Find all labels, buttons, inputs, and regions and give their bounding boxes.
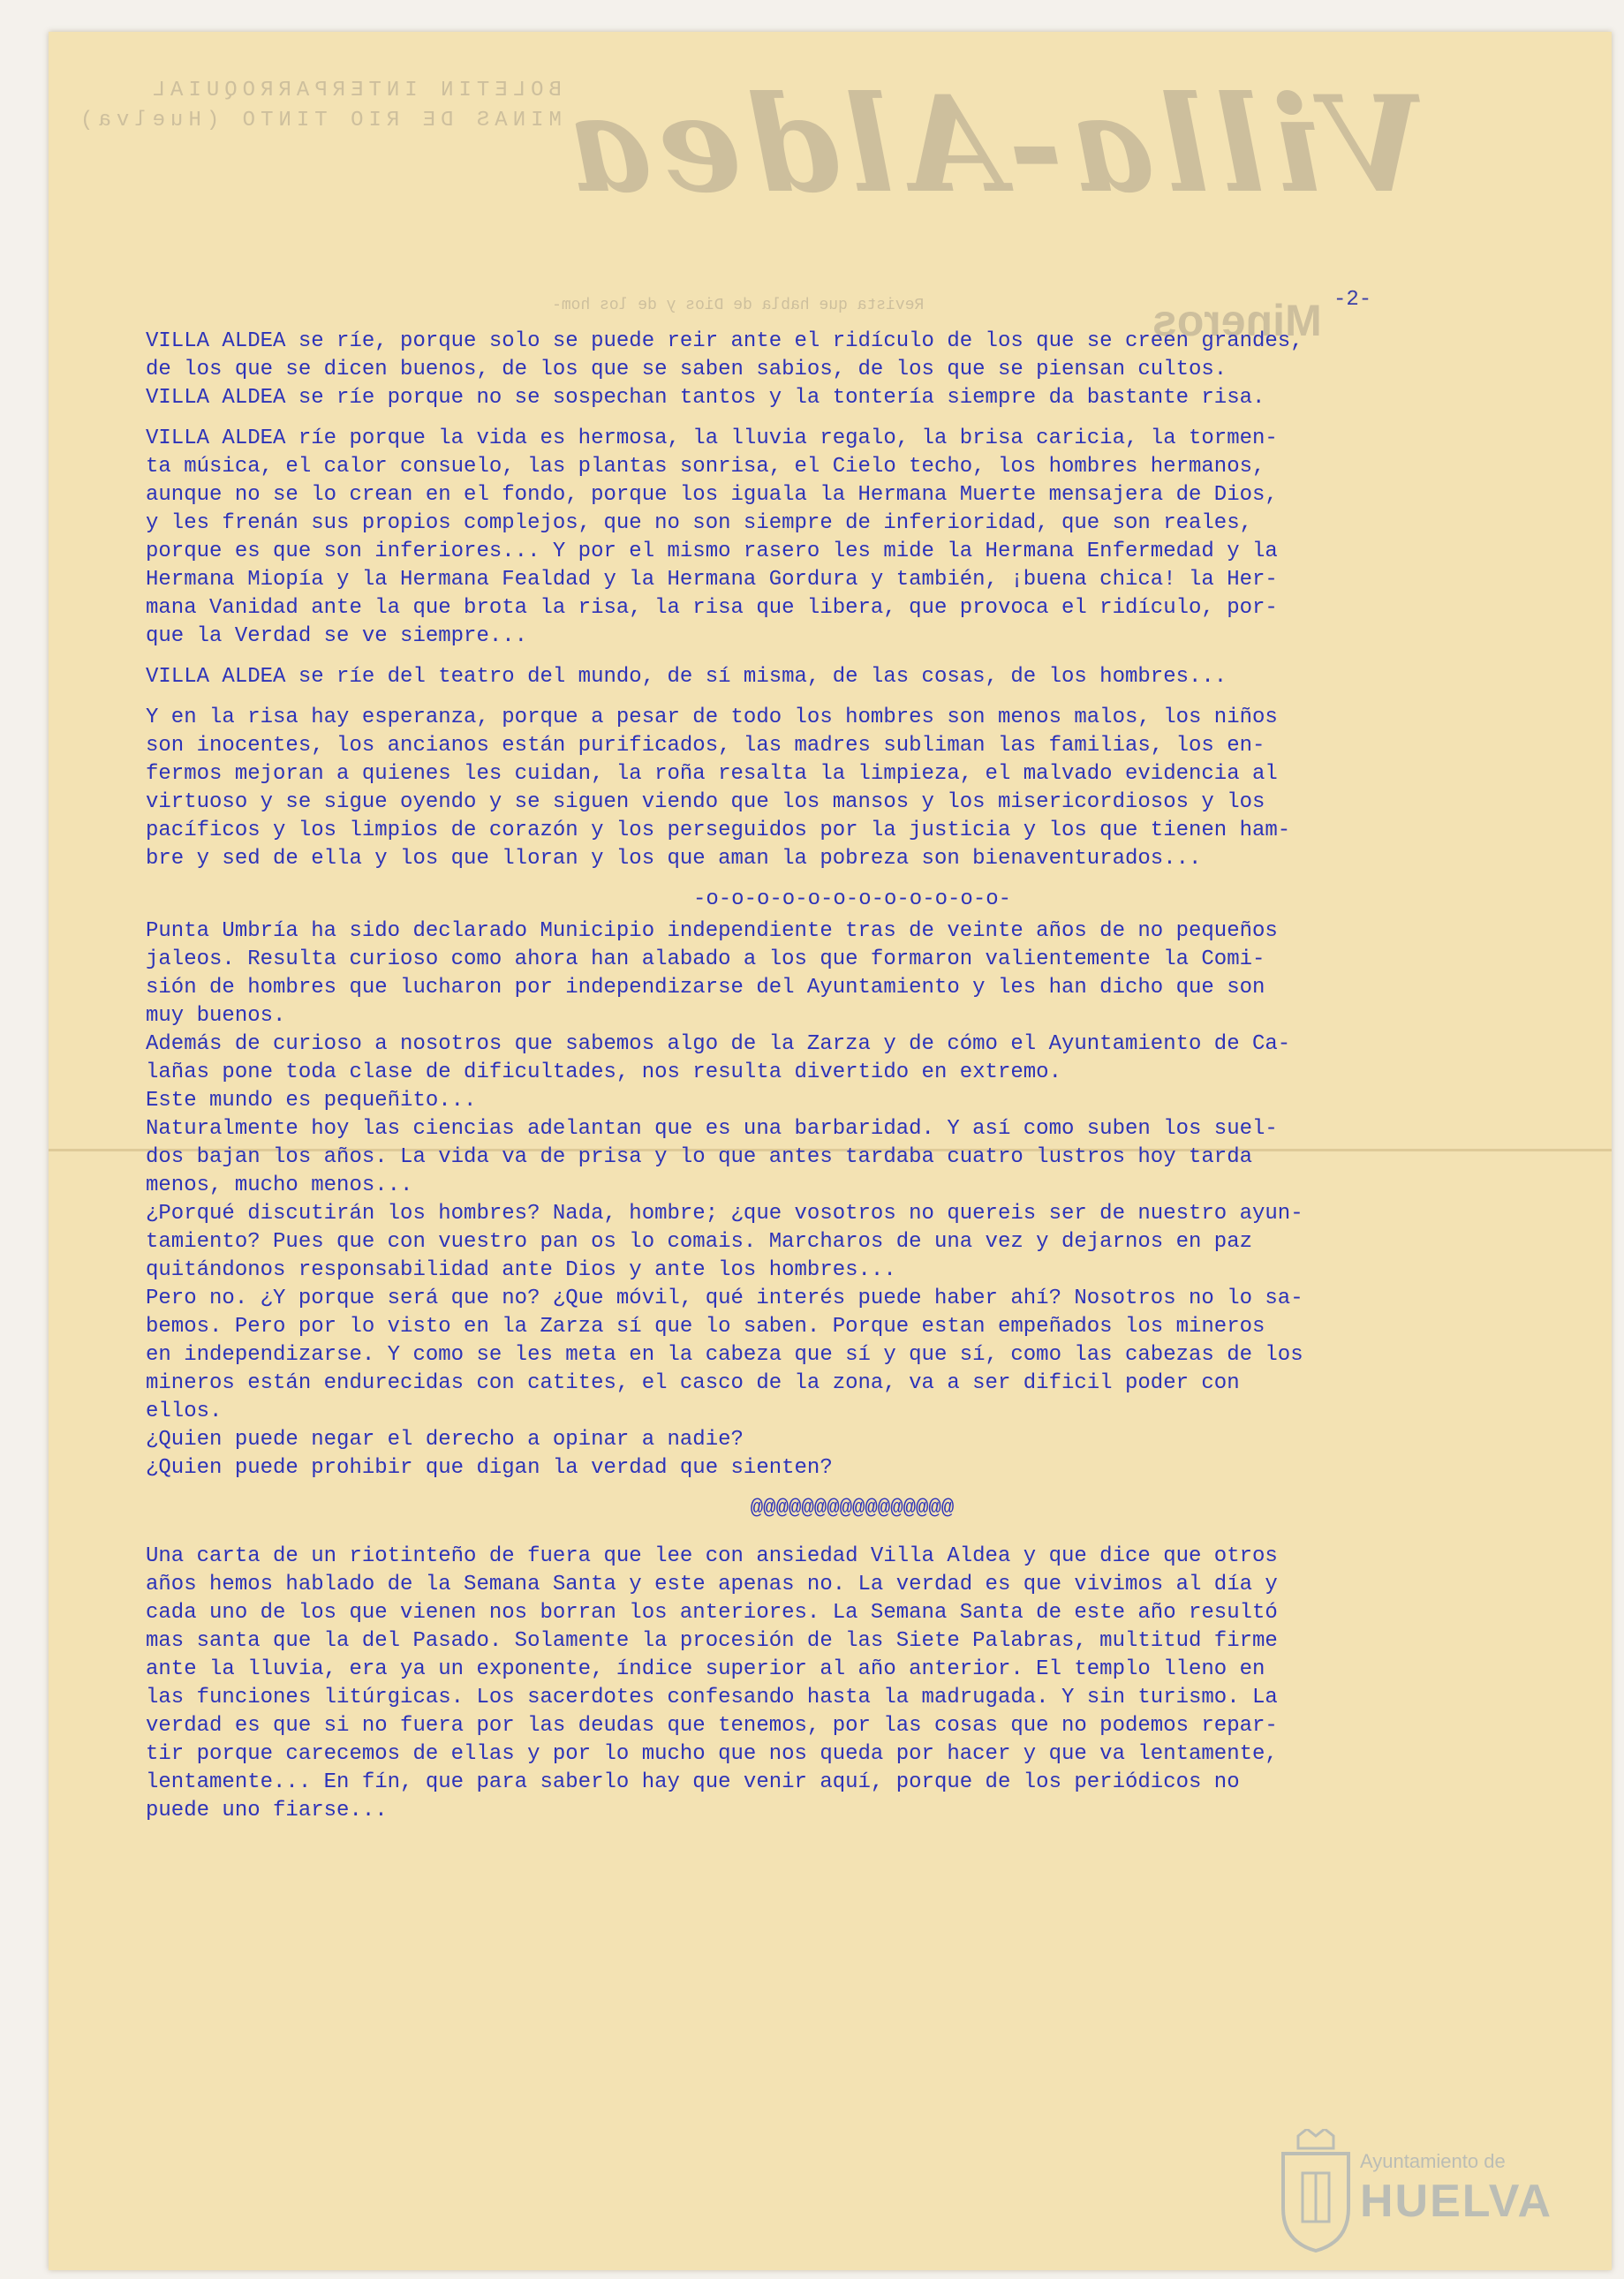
- document-page: [49, 32, 1612, 2270]
- text-line: son inocentes, los ancianos están purificados, las madres subliman las familias, los en-: [146, 734, 1265, 758]
- watermark-city: HUELVA: [1360, 2176, 1553, 2227]
- text-line: jaleos. Resulta curioso como ahora han alabado a los que formaron valientemente la Comi-: [146, 947, 1265, 971]
- watermark-label: Ayuntamiento de: [1360, 2150, 1506, 2172]
- text-line: mana Vanidad ante la que brota la risa, la risa que libera, que provoca el ridículo, por-: [146, 596, 1278, 620]
- text-line: puede uno fiarse...: [146, 1799, 388, 1822]
- paragraph: [146, 663, 1559, 691]
- text-line: VILLA ALDEA se ríe porque no se sospechan tantos y la tontería siempre da bastante risa.: [146, 386, 1265, 410]
- text-line: Naturalmente hoy las ciencias adelantan que es una barbaridad. Y así como suben los suel-: [146, 1117, 1278, 1141]
- text-line: Este mundo es pequeñito...: [146, 1089, 477, 1113]
- text-line: tir porque carecemos de ellas y por lo mucho que nos queda por hacer y que va lentamente,: [146, 1742, 1278, 1766]
- text-line: ¿Quien puede negar el derecho a opinar a nadie?: [146, 1428, 744, 1452]
- crest-icon: [1276, 2129, 1356, 2253]
- divider-dashes: -o-o-o-o-o-o-o-o-o-o-o-o-: [692, 887, 1012, 911]
- text-line: Punta Umbría ha sido declarado Municipio independiente tras de veinte años de no pequeños: [146, 919, 1278, 943]
- text-line: virtuoso y se sigue oyendo y se siguen viendo que los mansos y los misericordiosos y los: [146, 790, 1265, 814]
- text-line: Hermana Miopía y la Hermana Fealdad y la Hermana Gordura y también, ¡buena chica! la Her-: [146, 568, 1278, 592]
- text-line: ¿Porqué discutirán los hombres? Nada, hombre; ¿que vosotros no quereis ser de nuestro ayun-: [146, 1202, 1303, 1226]
- text-line: quitándonos responsabilidad ante Dios y ante los hombres...: [146, 1258, 896, 1282]
- bleed-through-header: [75, 76, 562, 136]
- huelva-watermark: [1276, 2129, 1576, 2253]
- text-line: Además de curioso a nosotros que sabemos algo de la Zarza y de cómo el Ayuntamiento de Ca-: [146, 1032, 1291, 1056]
- bleed-through-masthead: [561, 67, 1427, 223]
- text-line: y les frenán sus propios complejos, que no son siempre de inferioridad, que son reales,: [146, 511, 1253, 535]
- text-line: fermos mejoran a quienes les cuidan, la roña resalta la limpieza, el malvado evidencia al: [146, 762, 1278, 786]
- text-line: Pero no. ¿Y porque será que no? ¿Que móvil, qué interés puede haber ahí? Nosotros no lo sa-: [146, 1287, 1303, 1310]
- text-line: años hemos hablado de la Semana Santa y este apenas no. La verdad es que vivimos al día y: [146, 1573, 1278, 1596]
- page-number: -2-: [1333, 288, 1372, 312]
- paragraph: [146, 328, 1559, 412]
- bleed-header-line1: BOLETIN INTERPARROQUIAL: [147, 79, 562, 102]
- section-semana-santa: [146, 1543, 1559, 1825]
- bleed-subtitle: Revista que habla de Dios y de los hom-: [552, 297, 925, 314]
- text-line: dos bajan los años. La vida va de prisa y lo que antes tardaba cuatro lustros hoy tarda: [146, 1145, 1253, 1169]
- text-line: pacíficos y los limpios de corazón y los perseguidos por la justicia y los que tienen ham-: [146, 819, 1291, 842]
- text-line: Y en la risa hay esperanza, porque a pesar de todo los hombres son menos malos, los niños: [146, 706, 1278, 729]
- text-line: mas santa que la del Pasado. Solamente la procesión de las Siete Palabras, multitud firme: [146, 1629, 1278, 1653]
- text-line: ante la lluvia, era ya un exponente, índice superior al año anterior. El templo lleno en: [146, 1657, 1265, 1681]
- text-line: sión de hombres que lucharon por independizarse del Ayuntamiento y les han dicho que son: [146, 976, 1265, 1000]
- text-line: que la Verdad se ve siempre...: [146, 624, 528, 648]
- paragraph: [146, 704, 1559, 873]
- bleed-header-line2: MINAS DE RIO TINTO (Huelva): [75, 109, 562, 132]
- text-line: las funciones litúrgicas. Los sacerdotes confesando hasta la madrugada. Y sin turismo. La: [146, 1686, 1278, 1709]
- text-line: verdad es que si no fuera por las deudas que tenemos, por las cosas que no podemos repar-: [146, 1714, 1278, 1738]
- section-villa-aldea: [146, 328, 1559, 873]
- text-line: bre y sed de ella y los que lloran y los que aman la pobreza son bienaventurados...: [146, 847, 1202, 871]
- text-line: porque es que son inferiores... Y por el mismo rasero les mide la Hermana Enfermedad y la: [146, 540, 1278, 563]
- text-line: VILLA ALDEA se ríe, porque solo se puede reir ante el ridículo de los que se creen grandes,: [146, 329, 1303, 353]
- paragraph: [146, 425, 1559, 651]
- text-line: lañas pone toda clase de dificultades, nos resulta divertido en extremo.: [146, 1060, 1061, 1084]
- section-punta-umbria: [146, 917, 1559, 1483]
- body-text: [146, 328, 1559, 1838]
- divider-at-signs: @@@@@@@@@@@@@@@@: [750, 1497, 955, 1521]
- text-line: ta música, el calor consuelo, las plantas sonrisa, el Cielo techo, los hombres hermanos,: [146, 455, 1265, 479]
- text-line: VILLA ALDEA ríe porque la vida es hermosa, la lluvia regalo, la brisa caricia, la tormen-: [146, 426, 1278, 450]
- text-line: Una carta de un riotinteño de fuera que lee con ansiedad Villa Aldea y que dice que otros: [146, 1544, 1278, 1568]
- text-line: tamiento? Pues que con vuestro pan os lo comais. Marcharos de una vez y dejarnos en paz: [146, 1230, 1253, 1254]
- text-line: de los que se dicen buenos, de los que se saben sabios, de los que se piensan cultos.: [146, 358, 1227, 381]
- text-line: menos, mucho menos...: [146, 1173, 413, 1197]
- text-line: ¿Quien puede prohibir que digan la verdad que sienten?: [146, 1456, 833, 1480]
- text-line: VILLA ALDEA se ríe del teatro del mundo, de sí misma, de las cosas, de los hombres...: [146, 665, 1227, 689]
- text-line: ellos.: [146, 1400, 223, 1423]
- text-line: en independizarse. Y como se les meta en la cabeza que sí y que sí, como las cabezas de los: [146, 1343, 1303, 1367]
- text-line: lentamente... En fín, que para saberlo hay que venir aquí, porque de los periódicos no: [146, 1770, 1240, 1794]
- text-line: cada uno de los que vienen nos borran los anteriores. La Semana Santa de este año resultó: [146, 1601, 1278, 1625]
- bleed-masthead-title: Villa-Aldea: [561, 67, 1428, 223]
- text-line: bemos. Pero por lo visto en la Zarza sí que lo saben. Porque estan empeñados los mineros: [146, 1315, 1265, 1339]
- text-line: mineros están endurecidas con catites, el casco de la zona, va a ser dificil poder con: [146, 1371, 1240, 1395]
- text-line: muy buenos.: [146, 1004, 286, 1028]
- bleed-mineros: Mineros: [1152, 296, 1322, 345]
- text-line: aunque no se lo crean en el fondo, porque los iguala la Hermana Muerte mensajera de Dios,: [146, 483, 1278, 507]
